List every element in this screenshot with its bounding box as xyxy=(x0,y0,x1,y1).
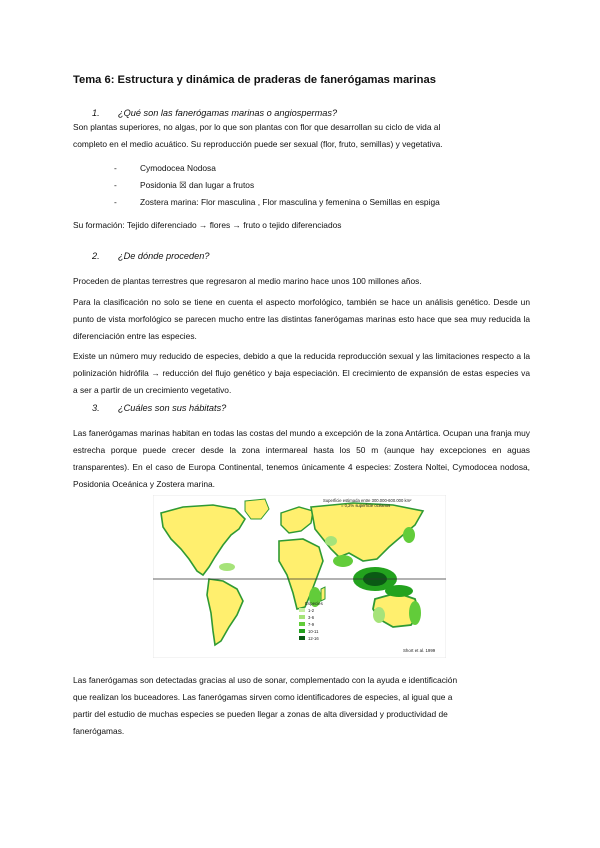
richness-area xyxy=(403,527,415,543)
map-caption-line-2: = 0,2% superficie océanos xyxy=(341,503,391,508)
paragraph-line: fanerógamas. xyxy=(73,726,125,736)
section-3-title: ¿Cuáles son sus hábitats? xyxy=(118,403,227,413)
bullet-text: Zostera marina: Flor masculina , Flor masculina y femenina o Semillas en espiga xyxy=(140,197,440,207)
bullet-item: - Zostera marina: Flor masculina , Flor masculina y femenina o Semillas en espiga xyxy=(114,197,440,207)
bullet-text: Cymodocea Nodosa xyxy=(140,163,216,173)
document-title: Tema 6: Estructura y dinámica de praderas de fanerógamas marinas xyxy=(73,74,436,86)
richness-area xyxy=(409,601,421,625)
paragraph-line: completo en el medio acuático. Su reproducción puede ser sexual (flor, fruto, semillas) y vegetativa. xyxy=(73,139,443,149)
legend-label: 7-9 xyxy=(308,622,315,627)
section-3-number: 3. xyxy=(92,403,100,413)
legend-label: 3-6 xyxy=(308,615,315,620)
richness-area xyxy=(373,607,385,623)
seagrass-distribution-map xyxy=(153,495,446,658)
legend-swatch xyxy=(299,622,305,626)
section-2-title: ¿De dónde proceden? xyxy=(118,251,210,261)
legend-label: 10-11 xyxy=(308,629,319,634)
paragraph-line: que realizan los buceadores. Las fanerógamas sirven como identificadores de especies, al igual que a xyxy=(73,692,453,702)
closing-paragraph xyxy=(73,672,530,740)
richness-area xyxy=(325,536,337,546)
formation-line: Su formación: Tejido diferenciado → flores → fruto o tejido diferenciados xyxy=(73,220,342,230)
richness-area xyxy=(219,563,235,571)
section-2-paragraph-3: Existe un número muy reducido de especies, debido a que la reducida reproducción sexual y las limitaciones respecto a la polinización hidrófila → reducción del flujo genético y baja especiación. El crecimiento de expansión de estas especies va a ser a partir de un crecimiento vegetativo. xyxy=(73,351,530,395)
section-1-heading xyxy=(92,108,337,118)
section-1-number: 1. xyxy=(92,108,100,118)
land-madagascar xyxy=(321,587,325,601)
section-2-heading xyxy=(92,251,209,261)
section-2-paragraph-2: Para la clasificación no solo se tiene en cuenta el aspecto morfológico, también se hace un análisis genético. Desde un punto de vista morfológico se parecen mucho entre las distintas fanerógamas marinas esto hace que sea muy reducida la diferenciación entre las especies. xyxy=(73,297,530,341)
legend-title: Especies xyxy=(305,601,323,606)
section-1-title: ¿Qué son las fanerógamas marinas o angiospermas? xyxy=(118,108,338,118)
bullet-item: - Posidonia ☒ dan lugar a frutos xyxy=(114,180,255,190)
section-3-heading xyxy=(92,403,226,413)
richness-area xyxy=(385,585,413,597)
legend-swatch xyxy=(299,629,305,633)
section-2-number: 2. xyxy=(92,251,100,261)
bullet-text: Posidonia ☒ dan lugar a frutos xyxy=(140,180,255,190)
paragraph-line: partir del estudio de muchas especies se pueden llegar a zonas de alta diversidad y productividad de xyxy=(73,709,448,719)
paragraph-line: Las fanerógamas son detectadas gracias al uso de sonar, complementado con la ayuda e identificación xyxy=(73,675,458,685)
legend-swatch xyxy=(299,636,305,640)
section-2-paragraph-1: Proceden de plantas terrestres que regresaron al medio marino hace unos 100 millones años. xyxy=(73,276,422,286)
legend-swatch xyxy=(299,608,305,612)
section-1-paragraph xyxy=(73,119,530,153)
paragraph-line: Son plantas superiores, no algas, por lo que son plantas con flor que desarrollan su ciclo de vida al xyxy=(73,122,441,132)
bullet-item: - Cymodocea Nodosa xyxy=(114,163,216,173)
map-credit: Short et al. 1999 xyxy=(403,648,436,653)
legend-label: 1-2 xyxy=(308,608,315,613)
legend-swatch xyxy=(299,615,305,619)
richness-area xyxy=(333,555,353,567)
legend-label: 12-16 xyxy=(308,636,319,641)
section-3-paragraph: Las fanerógamas marinas habitan en todas las costas del mundo a excepción de la zona Antártica. Ocupan una franja muy estrecha porque puede crecer desde la zona intermareal hasta los 50 m (aunque hay excepciones en aguas transparentes). En el caso de Europa Continental, tenemos únicamente 4 especies: Zostera Noltei, Cymodocea nodosa, Posidonia Oceánica y Zostera marina. xyxy=(73,428,530,489)
map-caption-line-1: Superficie estimada entre 300.000-600.000 km² xyxy=(323,498,412,503)
